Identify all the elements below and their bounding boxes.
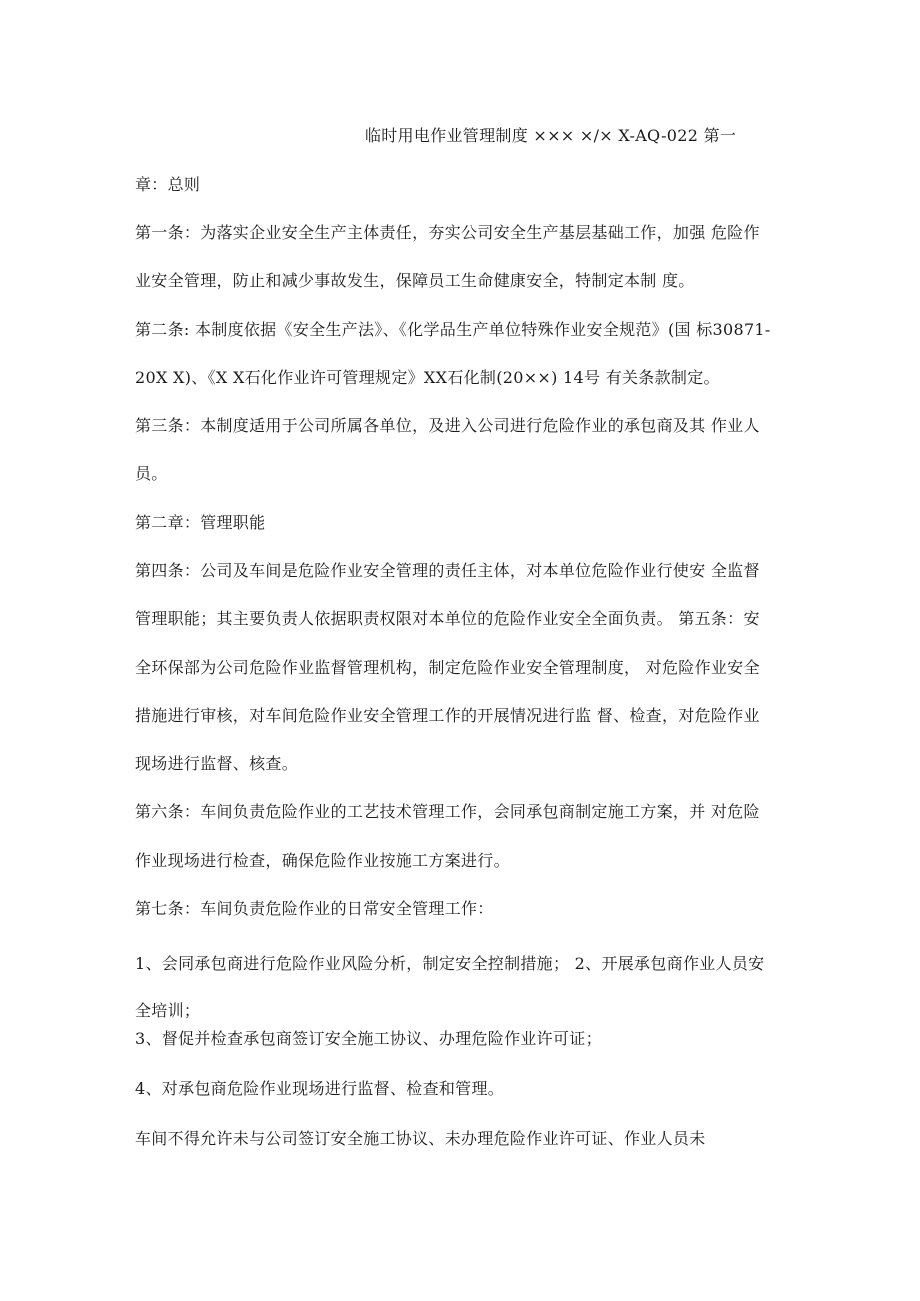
text-line: 管理职能；其主要负责人依据职责权限对本单位的危险作业安全全面负责。 第五条：安 [135, 609, 760, 628]
text-line: 全培训； [135, 1001, 201, 1020]
text-line: 4、对承包商危险作业现场进行监督、检查和管理。 [135, 1079, 505, 1098]
text-line: 第四条：公司及车间是危险作业安全管理的责任主体，对本单位危险作业行使安 全监督 [135, 561, 760, 580]
text-line: 第六条：车间负责危险作业的工艺技术管理工作，会同承包商制定施工方案，并 对危险 [135, 802, 760, 821]
document-title-line: 临时用电作业管理制度 ××× ×/× X-AQ-022 第一 [365, 126, 737, 145]
text-line: 现场进行监督、核查。 [135, 754, 299, 773]
text-line: 第二条: 本制度依据《安全生产法》、《化学品生产单位特殊作业安全规范》(国 标30871- [135, 320, 771, 339]
text-line: 第七条：车间负责危险作业的日常安全管理工作： [135, 899, 494, 918]
text-line: 措施进行审核，对车间危险作业安全管理工作的开展情况进行监 督、检查，对危险作业 [135, 706, 760, 725]
text-line: 业安全管理，防止和减少事故发生，保障员工生命健康安全，特制定本制 度。 [135, 271, 695, 290]
text-line: 章：总则 [135, 175, 201, 194]
text-line: 全环保部为公司危险作业监督管理机构，制定危险作业安全管理制度， 对危险作业安全 [135, 658, 760, 677]
text-line: 第一条：为落实企业安全生产主体责任，夯实公司安全生产基层基础工作，加强 危险作 [135, 223, 760, 242]
text-line: 车间不得允许未与公司签订安全施工协议、未办理危险作业许可证、作业人员未 [135, 1129, 706, 1148]
text-line: 作业现场进行检查，确保危险作业按施工方案进行。 [135, 851, 510, 870]
text-line: 3、督促并检查承包商签订安全施工协议、办理危险作业许可证； [135, 1029, 602, 1048]
text-line: 员。 [135, 464, 168, 483]
text-line: 20X X)、《X X石化作业许可管理规定》XX石化制(20××) 14号 有关条款制定。 [135, 368, 720, 387]
chapter-heading: 第二章：管理职能 [135, 513, 266, 532]
text-line: 1、会同承包商进行危险作业风险分析，制定安全控制措施； 2、开展承包商作业人员安 [135, 954, 765, 973]
text-line: 第三条：本制度适用于公司所属各单位，及进入公司进行危险作业的承包商及其 作业人 [135, 416, 760, 435]
